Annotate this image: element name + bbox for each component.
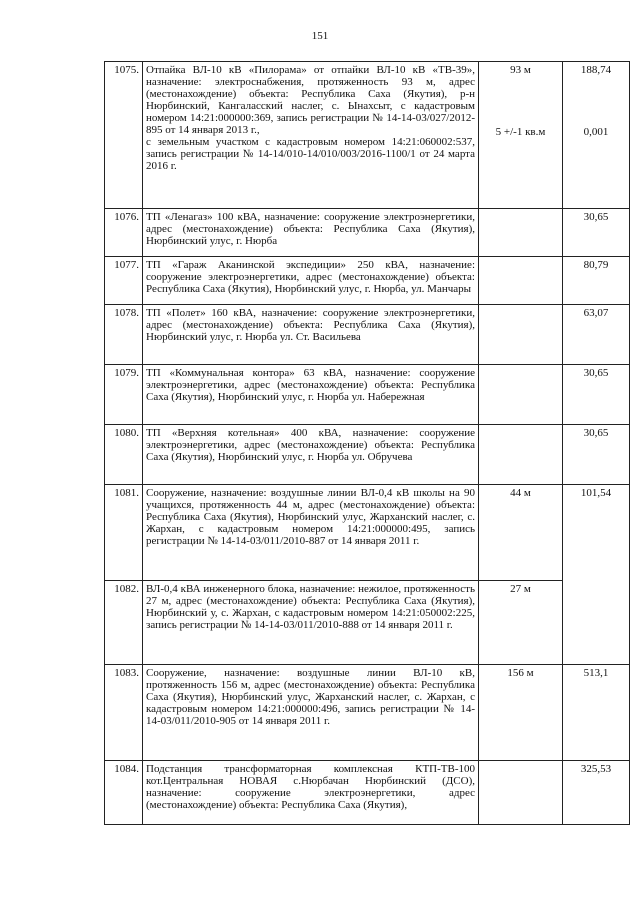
row-quantity (479, 365, 563, 425)
table-row (105, 665, 630, 761)
row-number: 1077. (105, 257, 143, 305)
row-quantity (479, 305, 563, 365)
row-quantity: 44 м (479, 485, 563, 581)
table-row (105, 62, 630, 209)
row-value-merged: 101,54 (563, 485, 630, 665)
row-value: 30,65 (563, 425, 630, 485)
table-row (105, 425, 630, 485)
table-row (105, 209, 630, 257)
row-number: 1084. (105, 761, 143, 825)
row-quantity: 156 м (479, 665, 563, 761)
row-description: Сооружение, назначение: воздушные линии ВЛ-0,4 кВ школы на 90 учащихся, протяженность 44 м, адрес (местонахождение) объекта: Республика Саха (Якутия), Нюрбинский улус, Жарханский наслег, с. Жархан, с кадастровым номером 14:21:000000:495, запись регистрации № 14-14-03/011/2010-887 от 14 января 2011 г. (143, 485, 479, 581)
row-value: 30,65 (563, 209, 630, 257)
row-number: 1078. (105, 305, 143, 365)
row-quantity: 27 м (479, 581, 563, 665)
row-number: 1083. (105, 665, 143, 761)
row-description: Сооружение, назначение: воздушные линии ВЛ-10 кВ, протяженность 156 м, адрес (местонахождение) объекта: Республика Саха (Якутия), Нюрбинский улус, Жарханский наслег, с. Жархан, с кадастровым номером 14:21:000000:496, запись регистрации № 14-14-03/011/2010-905 от 14 января 2011 г. (143, 665, 479, 761)
row-description: Подстанция трансформаторная комплексная КТП-ТВ-100 кот.Центральная НОВАЯ с.Нюрбачан Нюрбинский (ДСО), назначение: сооружение электроэнергетики, адрес (местонахождение) объекта: Республика Саха (Якутия), (143, 761, 479, 825)
table-row (105, 485, 630, 581)
row-value: 63,07 (563, 305, 630, 365)
row-description: ТП «Верхняя котельная» 400 кВА, назначение: сооружение электроэнергетики, адрес (местонахождение) объекта: Республика Саха (Якутия), Нюрбинский улус, г. Нюрба ул. Обручева (143, 425, 479, 485)
row-description: ТП «Ленагаз» 100 кВА, назначение: сооружение электроэнергетики, адрес (местонахождение) объекта: Республика Саха (Якутия), Нюрбинский улус, г. Нюрба (143, 209, 479, 257)
table-row (105, 257, 630, 305)
row-quantity (479, 257, 563, 305)
table-row (105, 581, 630, 665)
table-row (105, 365, 630, 425)
row-description: ТП «Полет» 160 кВА, назначение: сооружение электроэнергетики, адрес (местонахождение) объекта: Республика Саха (Якутия), Нюрбинский улус, г. Нюрба ул. Ст. Васильева (143, 305, 479, 365)
description-text: Отпайка ВЛ-10 кВ «Пилорама» от отпайки ВЛ-10 кВ «ТВ-39», назначение: электроснабжения, протяженность 93 м, адрес (местонахождение) объекта: Республика Саха (Якутия), р-н Нюрбинский, Кангаласский наслег, с. Ынахсыт, с кадастровым номером 14:21:000000:369, запись регистрации № 14-14-03/027/2012-895 от 14 января 2013 г., (146, 64, 475, 136)
row-quantity (479, 761, 563, 825)
row-value: 325,53 (563, 761, 630, 825)
row-quantity (479, 62, 563, 209)
description-text-land: с земельным участком с кадастровым номером 14:21:060002:537, запись регистрации № 14-14/010-14/010/003/2016-1100/1 от 24 марта 2016 г. (146, 136, 475, 172)
property-registry-table (104, 61, 630, 825)
table-row (105, 761, 630, 825)
value-land: 0,001 (583, 126, 609, 138)
row-quantity (479, 209, 563, 257)
row-number: 1082. (105, 581, 143, 665)
row-number: 1075. (105, 62, 143, 209)
row-value (563, 62, 630, 209)
row-number: 1081. (105, 485, 143, 581)
row-number: 1079. (105, 365, 143, 425)
row-description: ТП «Гараж Аканинской экспедиции» 250 кВА, назначение: сооружение электроэнергетики, адрес (местонахождение) объекта: Республика Саха (Якутия), Нюрбинский улус, г. Нюрба, ул. Манчары (143, 257, 479, 305)
row-value: 513,1 (563, 665, 630, 761)
row-value: 30,65 (563, 365, 630, 425)
quantity-length: 93 м (510, 64, 531, 76)
row-description (143, 62, 479, 209)
table-row (105, 305, 630, 365)
row-number: 1080. (105, 425, 143, 485)
quantity-area: 5 +/-1 кв.м (495, 126, 546, 138)
row-quantity (479, 425, 563, 485)
row-description: ВЛ-0,4 кВА инженерного блока, назначение: нежилое, протяженность 27 м, адрес (местонахождение) объекта: Республика Саха (Якутия), Нюрбинский у, с. Жархан, с кадастровым номером 14:21:050002:225, запись регистрации № 14-14-03/011/2010-888 от 14 января 2011 г. (143, 581, 479, 665)
value-main: 188,74 (580, 64, 612, 76)
row-value: 80,79 (563, 257, 630, 305)
page-number: 151 (311, 30, 329, 42)
row-number: 1076. (105, 209, 143, 257)
row-description: ТП «Коммунальная контора» 63 кВА, назначение: сооружение электроэнергетики, адрес (местонахождение) объекта: Республика Саха (Якутия), Нюрбинский улус, г. Нюрба ул. Набережная (143, 365, 479, 425)
